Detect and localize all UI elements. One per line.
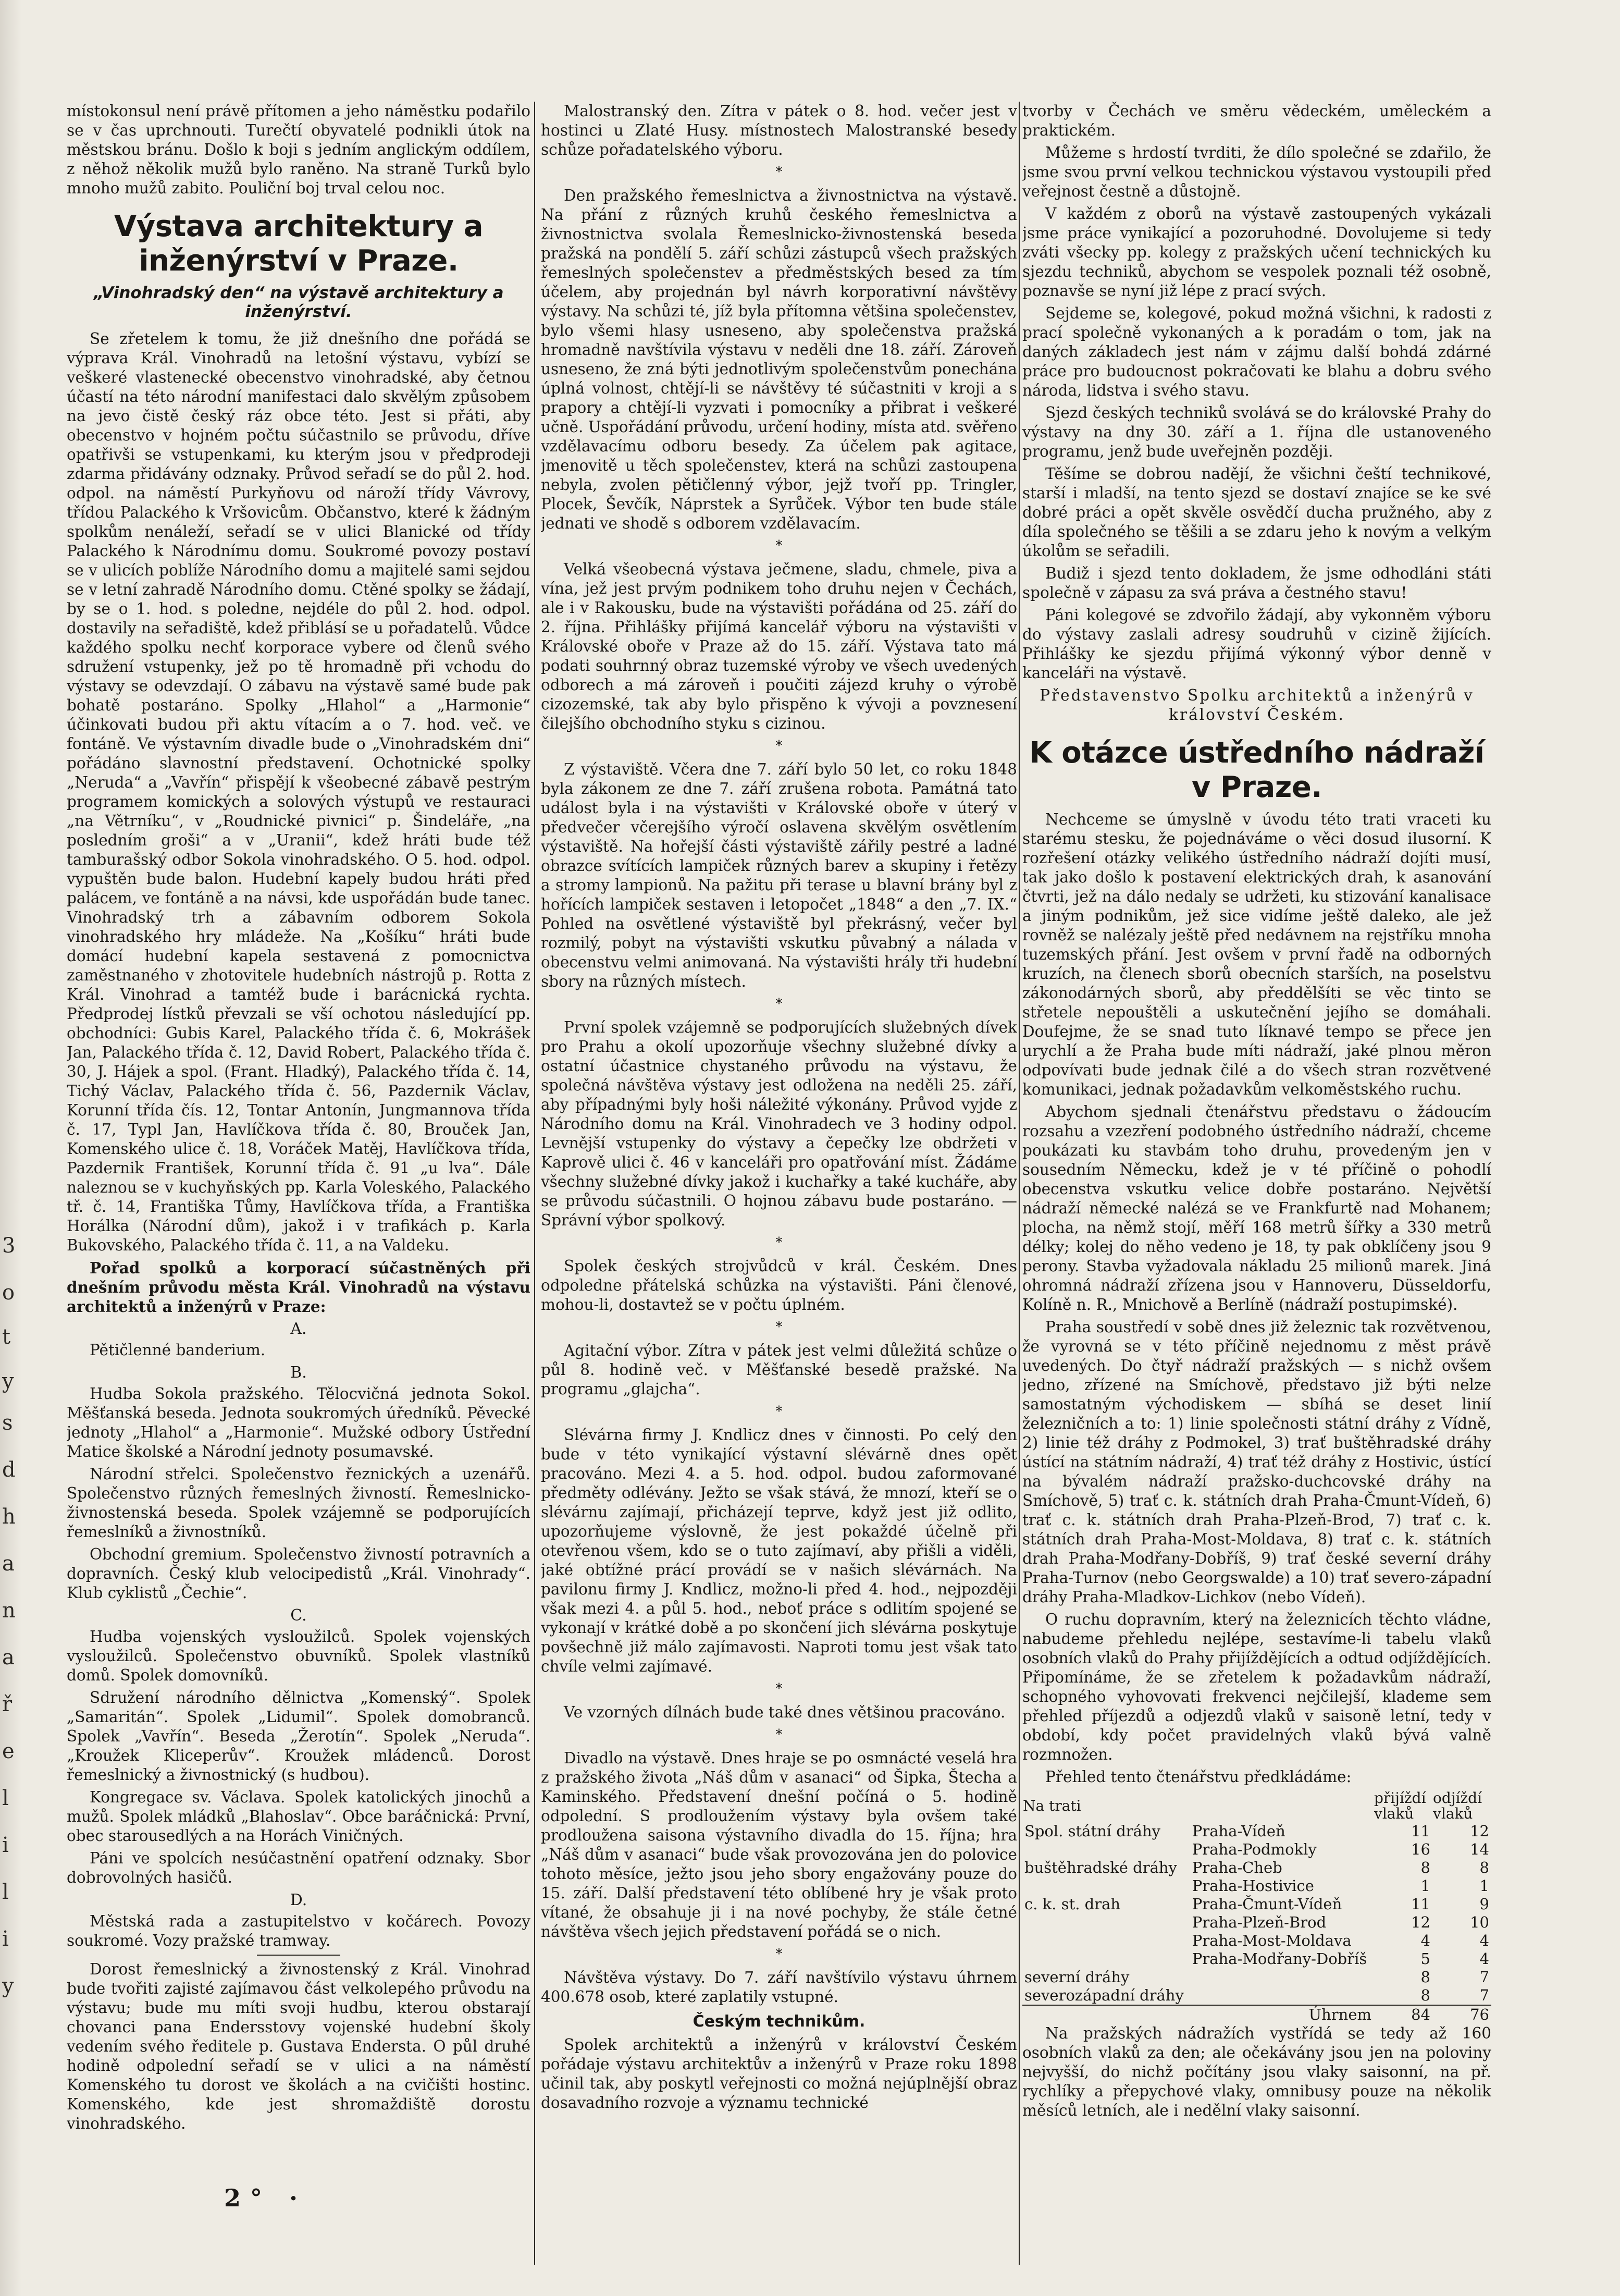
table-cell-group: severozápadní dráhy [1024,1986,1184,2004]
table-total-departures: 76 [1432,2005,1491,2024]
order-paragraph-c3: Kongregace sv. Václava. Spolek katolických jinochů a mužů. Spolek mládků „Blahoslav“. Obce baráčnická: První, obec starousedlých a na Horách Viničných. [67,1788,530,1845]
table-cell-route [1190,1968,1374,1986]
table-cell-arrivals: 16 [1411,1840,1430,1858]
table-row [1022,1950,1491,1968]
margin-fragment: l [2,1786,9,1810]
margin-fragment: i [2,1833,9,1857]
separator-star: * [775,1404,783,1419]
table-cell-departures: 7 [1479,1986,1489,2004]
order-paragraph-d: Městská rada a zastupitelstvo v kočárech. Povozy soukromé. Vozy pražské tramway. [67,1912,530,1949]
table-cell-departures: 4 [1479,1932,1489,1949]
central-station-headline: K otázce ústředního nádraží v Praze. [1029,736,1485,804]
table-total-arrivals: 84 [1374,2005,1432,2024]
table-cell-group [1022,1950,1190,1968]
article-paragraph: Abychom sjednali čtenářstvu představu o žádoucím rozsahu a vzezření podobného ústředního nádraží, chceme poukázati ku stavbám toho druhu, provedeným jen v sousedním Německu, kdež je v té příčině o pohodlí obecenstva vskutku velice dobře postaráno. Největší nádraží německé nalézá se ve Frankfurtě nad Mohanem; plocha, na němž stojí, měří 168 metrů šířky a 330 metrů délky; kolej do něho vedeno je 18, ty pak obklíčeny jsou 9 perony. Stavba vyžadovala nákladu 25 milionů marek. Jiná ohromná nádraží zřízena jsou v Hannoveru, Düsseldorfu, Kolíně n. R., Mnichově a Berlíně (nádraží postupimské). [1022,1103,1491,1313]
table-cell-arrivals: 12 [1411,1913,1430,1931]
table-header-route: Na trati [1023,1797,1081,1814]
table-cell-departures: 4 [1479,1950,1489,1968]
table-cell-arrivals: 11 [1411,1822,1430,1840]
news-item: Návštěva výstavy. Do 7. září navštívilo výstavu úhrnem 400.678 osob, které zaplatily vstupné. [541,1969,1017,2006]
column-1 [67,102,530,2265]
table-header-arrivals: přijíždí vlaků [1374,1789,1426,1822]
table-cell-route: Praha-Vídeň [1192,1822,1285,1840]
table-cell-departures: 1 [1479,1877,1489,1895]
intro-paragraph: místokonsul není právě přítomen a jeho náměstku podařilo se v čas uprchnouti. Turečtí obyvatelé podnikli útok na městskou bránu. Došlo k boji s jedním anglickým oddílem, z něhož několik mužů bylo raněno. Na straně Turků bylo mnoho mužů zabito. Pouliční boj trval celou noc. [67,102,530,197]
exhibition-headline: Výstava architektury a inženýrství v Praze. [114,210,484,278]
section-letter-a: A. [290,1320,307,1338]
table-cell-departures: 7 [1479,1968,1489,1986]
order-paragraph-d2: Dorost řemeslnický a živnostenský z Král. Vinohrad bude tvořiti zajisté zajímavou část velkolepého průvodu na výstavu; bude mu míti svoji hudbu, kterou obstarají chovanci pana Endersstovy vojenské hudební školy vedením svého ředitele p. Gustava Endersta. O půl druhé hodině odpolední seřadí se v ulici a na náměstí Komenského tu dorost ve školách a na cvičišti hostinc. Komenského, kde jest shromaždiště dorostu vinohradského. [67,1960,530,2132]
separator-star: * [775,1319,783,1335]
article-paragraph: Přehled tento čtenářstvu předkládáme: [1045,1768,1352,1786]
table-cell-group: buštěhradské dráhy [1024,1859,1177,1876]
table-cell-route [1190,1986,1374,2005]
table-cell-departures: 10 [1470,1913,1489,1931]
article-paragraph: Budiž i sjezd tento dokladem, že jsme odhodláni státi společně v zápasu za svá práva a čestného stavu! [1022,564,1491,601]
order-paragraph-c2: Sdružení národního dělnictva „Komenský“. Spolek „Samaritán“. Spolek „Lidumil“. Spolek domobranců. Spolek „Vavřín“. Beseda „Žerotín“. Spolek „Neruda“. „Kroužek Kliceperův“. Kroužek mládenců. Dorost řemeslnický a živnostnický (s hudbou). [67,1689,530,1784]
article-paragraph: Sejdeme se, kolegové, pokud možná všichni, k radosti z prací společně vykonaných a k poradám o tom, jak na daných základech jest nám v zájmu další bohdá zdárné práce pro budoucnost pokračovati ke blahu a dobru svého národa, lidstva i svého stavu. [1022,304,1491,399]
article-paragraph: O ruchu dopravním, který na železnicích těchto vládne, nabudeme přehledu nejlépe, sestavíme-li tabelu vlaků osobních vlaků do Prahy přijíždějících a odtud odjíždějících. Připomínáme, že se zřetelem k požadavkům nádraží, schopného vyhovovati frekvenci nejčilejší, klademe sem přehled příjezdů a odjezdů vlaků v saisoně letní, tedy v období, kdy počet pravidelných vlaků bývá valně rozmnožen. [1022,1611,1491,1763]
news-item: Divadlo na výstavě. Dnes hraje se po osmnácté veselá hra z pražského života „Náš dům v asanaci“ od Šipka, Štecha a Kaminského. Představení dnešní počíná o 5. hodině odpolední. S prodloužením výstavy byla ovšem také prodloužena saisona výstavního divadla do 15. října; hra „Náš dům v asanaci“ bude však provozována jen do polovice tohoto měsíce, ježto jsou jeho sbory engažovány pouze do 15. září. Další představení této oblíbené hry je však proto vítané, že obsahuje ji i na nové pochyby, že stále četné návštěva všech jejich představení pořádá se o nich. [541,1749,1017,1941]
table-row [1022,1895,1491,1913]
table-cell-arrivals: 8 [1420,1859,1430,1876]
table-row [1022,1932,1491,1950]
table-cell-departures: 8 [1479,1859,1489,1876]
separator-star: * [775,1681,783,1697]
news-item: Den pražského řemeslnictva a živnostnictva na výstavě. Na přání z různých kruhů českého řemeslnictva a živnostnictva svolala Řemeslnicko-živnostenská beseda pražská na pondělí 5. září schůzi zástupců všech pražských řemeslných společenstev a předměstských besed za tím účelem, aby projednán byl návrh korporativní návštěvy výstavy. Na schůzi té, jíž byla přítomna většina společenstev, bylo všemi hlasy usneseno, aby společenstva pražská hromadně navštívila výstavu v neděli dne 18. září. Zároveň usneseno, že zná býti jednotlivým společenstvům ponechána úplná volnost, chtějí-li se návštěvy té súčastniti v kroji a s prapory a chtějí-li vyzvati i pomocníky a přibrat i veškeré učně. Uspořádání průvodu, určení hodiny, místa atd. svěřeno vzdělavacímu odboru besedy. Za účelem pak agitace, jmenovitě u těch společenstev, která na schůzi zastoupena nebyla, zvolen pětičlenný výbor, jejž tvoří pp. Tringler, Plocek, Ševčík, Náprstek a Syrůček. Výbor ten bude stále jednati ve shodě s odborem vzdělavacím. [541,187,1017,532]
table-row [1022,1859,1491,1877]
news-item: Malostranský den. Zítra v pátek o 8. hod. večer jest v hostinci u Zlaté Husy. místnostech Malostranské besedy schůze pořadatelského výboru. [541,102,1017,158]
table-cell-route: Praha-Most-Moldava [1192,1932,1352,1949]
margin-fragment: t [2,1325,11,1349]
table-header-departures: odjíždí vlaků [1433,1789,1482,1822]
margin-fragment: 3 [2,1234,16,1258]
table-cell-arrivals: 8 [1420,1986,1430,2004]
news-item: Slévárna firmy J. Kndlicz dnes v činnosti. Po celý den bude v této vynikající výstavní slévárně dnes opět pracováno. Mezi 4. a 5. hod. odpol. budou zaformované předměty odlévány. Ježto se však stává, že mnozí, kteří se o slévárnu zajímají, přicházejí teprve, když jest již odlito, upozorňujeme výslovně, že jest pokaždé účelně při otevřenou všem, kdo se o tuto zajímaví, aby přišli a viděli, jaké obtížné prácí provádí se v našich slévárnách. Na pavilonu firmy J. Kndlicz, možno-li před 4. hod., nejpozději však mezi 4. a půl 5. hod., neboť práce s odlitím spojené se vykonají v krátké době a po skončení jich slévárna poskytuje povšechně již málo zajímavosti. Naproti tomu jest však tato chvíle velmi zajímavé. [541,1426,1017,1675]
section-letter-c: C. [290,1606,307,1625]
section-letter-d: D. [290,1891,307,1909]
margin-fragment: i [2,1927,9,1951]
margin-fragment: a [2,1552,15,1576]
separator-star: * [775,538,783,554]
vinohrady-day-subhead: „Vinohradský den“ na výstavě architektury a inženýrství. [93,284,504,321]
article-paragraph: Můžeme s hrdostí tvrditi, že dílo společné se zdařilo, že jsme svou první velkou technickou výstavou vystoupili před veřejnost čestně a důstojně. [1022,144,1491,200]
column-rule-1 [534,102,535,2265]
czech-technicians-title: Českým technikům. [692,2012,865,2031]
table-row [1022,1877,1491,1895]
margin-fragment: e [2,1739,15,1763]
margin-fragment: h [2,1505,16,1529]
section-letter-b: B. [290,1364,307,1382]
table-cell-arrivals: 5 [1420,1950,1430,1968]
margin-fragment: y [2,1974,14,1998]
article-paragraph: Na pražských nádražích vystřídá se tedy až 160 osobních vlaků za den; ale očekávány jsou jen na poloviny nejvyšší, do nichž počítány jsou vlaky saisonní, na př. rychlíky a přepychové vlaky, omnibusy pouze na několik měsíců letních, ale i nedělní vlaky saisonní. [1022,2024,1491,2119]
margin-fragment: d [2,1458,16,1482]
column-rule-2 [1019,102,1020,2265]
order-paragraph-c: Hudba vojenských vysloužilců. Spolek vojenských vysloužilců. Společenstvo obuvníků. Spolek vlastníků domů. Spolek domovníků. [67,1628,530,1684]
column-2 [541,102,1017,2265]
table-cell-group [1022,1913,1190,1932]
table-cell-departures: 12 [1470,1822,1489,1840]
margin-fragment: o [2,1281,15,1305]
news-item: První spolek vzájemně se podporujících služebných dívek pro Prahu a okolí upozorňuje všechny služebné dívky a ostatní účastnice chystaného průvodu na výstavu, že společná návštěva výstavy jest odložena na neděli 25. září, aby případnými byly hoši náležité výkonány. Průvod vyjde z Národního domu na Král. Vinohradech ve 3 hodiny odpol. Levnější vstupenky do výstavy a čepečky lze obdržeti v Kaprově ulici č. 46 v kanceláři pro opatřování míst. Žádáme všechny služebné dívky jakož i kuchařky a také kucháře, aby se průvodu súčastnili. O hojnou zábavu bude postaráno. — Správní výbor spolkový. [541,1018,1017,1229]
train-table [1022,1790,1491,2024]
table-cell-route: Praha-Modřany-Dobříš [1192,1950,1367,1968]
footer-mark: 2° · [224,2184,307,2212]
margin-fragment: l [2,1880,9,1904]
order-paragraph-c4: Páni ve spolcích nesúčastnění opatření odznaky. Sbor dobrovolných hasičů. [67,1849,530,1886]
table-cell-arrivals: 11 [1411,1895,1430,1913]
table-row [1022,1986,1491,2005]
table-cell-route: Praha-Plzeň-Brod [1192,1913,1327,1931]
news-item: Velká všeobecná výstava ječmene, sladu, chmele, piva a vína, jež jest prvým podnikem toho druhu nejen v Čechách, ale i v Rakousku, bude na výstavišti pořádána od 25. září do 2. října. Přihlášky přijímá kancelář výboru na výstavišti v Královské oboře v Praze až do 15. září. Výstava tato má podati souhrnný obraz tuzemské výroby ve všech uvedených odborech a má zároveň i poučiti zájezd kruhy o výrobě cizozemské, tak aby bylo přispěno k vývoji a povznesení čilejšího obchodního styku s cizinou. [541,560,1017,732]
table-cell-group: c. k. st. drah [1024,1895,1121,1913]
table-cell-arrivals: 4 [1420,1932,1430,1949]
article-paragraph: Nechceme se úmyslně v úvodu této trati vraceti ku starému stesku, že pojednáváme o věci dosud ilusorní. K rozřešení otázky velikého ústředního nádraží dojíti musí, tak jako došlo k postavení elektrických drah, k asanování čtvrti, jež na dálo nedaly se udržeti, ku stizování kanalisace a jiným podnikům, jež sice vidíme ještě daleko, ale jež rovněž se nalézaly ještě před nedávnem na rejstříku mnoha tuzemských přání. Jest ovšem v první řadě na odborných kruzích, na členech sborů obecních starších, na poselstvu zákonodárných sborů, aby předdělšíti se věc tinto se střetele nepouštěli a uskutečnění jejího se domáhali. Doufejme, že se snad tuto líknavé tempo se přece jen urychlí a že Praha bude míti nádraží, jaké plnou měron odpovívati bude jednak čilé a do všech stran rozvětvené komunikaci, jednak požadavkům velkoměstského ruchu. [1022,811,1491,1098]
table-cell-group [1022,1840,1190,1859]
news-item: Z výstaviště. Včera dne 7. září bylo 50 let, co roku 1848 byla zákonem ze dne 7. září zrušena robota. Památná tato událost byla i na výstavišti v Královské oboře v úterý v předvečer včerejšího výročí oslavena skvělým osvětlením výstaviště. Na hořejší části výstaviště zářily pestré a ladné obrazce svítících lampiček různých barev a skupiny i řetězy a stromy lampionů. Na pažitu při terase u blavní brány byl z hořících lampiček sestaven i letopočet „1848“ a den „7. IX.“ Pohled na osvětlené výstaviště byl překrásný, večer byl rozmilý, pobyt na výstavišti vskutku půvabný a nálada v obecenstvu velmi animovaná. Na výstavišti hrály tři hudební sbory na různých místech. [541,760,1017,990]
table-cell-group: severní dráhy [1024,1968,1130,1986]
article-paragraph: Páni kolegové se zdvořilo žádají, aby vykonněm výboru do výstavy zaslali adresy soudruhů v cizině žijících. Přihlášky ke sjezdu přijímá výkonný výbor denně v kanceláři na výstavě. [1022,606,1491,682]
table-cell-group [1022,1877,1190,1895]
order-paragraph-a: Pětičlenné banderium. [90,1341,266,1359]
margin-fragment: ř [2,1692,13,1716]
table-cell-departures: 9 [1479,1895,1489,1913]
table-cell-route: Praha-Hostivice [1192,1877,1314,1895]
table-cell-group: Spol. státní dráhy [1024,1822,1161,1840]
order-title: Pořad spolků a korporací súčastněných při dnešním průvodu města Král. Vinohradů na výstavu architektů a inženýrů v Praze: [67,1259,530,1316]
table-cell-route: Praha-Cheb [1192,1859,1282,1876]
news-item: Spolek architektů a inženýrů v království Českém pořádaje výstavu architektův a inženýrů v Praze roku 1898 učinil tak, aby poskytl veřejnosti co možná nejúplnější obraz dosavadního rozvoje a významu technické [541,2036,1017,2111]
column-3 [1022,102,1491,2265]
short-divider [257,1955,340,1956]
separator-star: * [775,738,783,754]
table-row [1022,1840,1491,1859]
order-paragraph-b2: Národní střelci. Společenstvo řeznických a uzenářů. Společenstvo různých řemeslných živností. Řemeslnicko-živnostenská beseda. Spolek vzájemně se podporujících řemeslníků a živnostníků. [67,1465,530,1541]
table-cell-route: Praha-Podmokly [1192,1840,1317,1858]
article-paragraph: Těšíme se dobrou nadějí, že všichni čeští technikové, starší i mladší, na tento sjezd se dostaví znajíce se ke své dobré práci a opět skvěle osvědčí ducha pružného, aby z díla společného se těšili a se zdaru jeho k novým a velkým úkolům se seřadili. [1022,465,1491,560]
article-paragraph: Praha soustředí v sobě dnes již železnic tak rozvětvenou, že vyrovná se v této příčině nejednomu z měst právě uvedených. Do čtyř nádraží pražských — s nichž ovšem jedno, zřízené na Smíchově, představo již býti nelze samostatným východiskem — sbíhá se deset linií železničních a to: 1) linie společnosti státní dráhy z Vídně, 2) linie též dráhy z Podmokel, 3) trať buštěhradské dráhy ústící na státním nádraží, 4) trať též dráhy z Hostivic, ústící na bývalém nádraží pražsko-duchcovské dráhy na Smíchově, 5) trať c. k. státních drah Praha-Čmunt-Vídeň, 6) trať c. k. státních drah Praha-Plzeň-Brod, 7) trať c. k. státních drah Praha-Most-Moldava, 8) trať c. k. státních drah Praha-Modřany-Dobříš, 9) trať české severní dráhy Praha-Turnov (nebo Georgswalde) a 10) trať severo-západní dráhy Praha-Mladkov-Lichkov (nebo Vídeň). [1022,1318,1491,1606]
article-paragraph: V každém z oborů na výstavě zastoupených vykázali jsme práce vynikající a pozoruhodné. Dovolujeme si tedy zváti všecky pp. kolegy z pražských učení technických ku sjezdu techniků, abychom se vespolek poznali též osobně, poznavše se nyní již lépe z prací svých. [1022,205,1491,300]
signature-line: Představenstvo Spolku architektů a inženýrů v království Českém. [1040,686,1474,723]
left-margin-strip [0,0,22,2296]
table-row [1022,1913,1491,1932]
article-paragraph: Se zřetelem k tomu, že již dnešního dne pořádá se výprava Král. Vinohradů na letošní výstavu, vybízí se veškeré vlastenecké obecenstvo vinohradské, aby četnou účastí na této národní manifestaci dalo skvělým způsobem na jevo čistě český ráz obce této. Jest si přáti, aby obecenstvo v hojném počtu súčastnilo se průvodu, dříve opatřivši se vstupenkami, ku kterým jsou v předprodeji zdarma přidávány odznaky. Průvod seřadí se do půl 2. hod. odpol. na náměstí Purkyňovu od nároží třídy Vávrovy, třídou Palackého k Vršovicům. Občanstvo, které k žádným spolkům nenáleží, seřadí se v ulici Blanické od třídy Palackého k Národnímu domu. Soukromé povozy postaví se v ulicích poblíže Národního domu a majitelé sami sejdou se v letní zahradě Národního domu. Ctěné spolky se žádají, by se o 1. hod. s poledne, nejdéle do půl 2. hod. odpol. dostavily na seřadiště, kdež přiblásí se u pořadatelů. Vůdce každého spolku nechť korporace vybere od členů svého sdružení vstupenky, jež po tě hromadně při vchodu do výstavy se odevzdají. O zábavu na výstavě samé bude pak bohatě postaráno. Spolky „Hlahol“ a „Harmonie“ účinkovati budou při aktu vítacím a o 7. hod. več. ve fontáně. Ve výstavním divadle bude o „Vinohradském dni“ pořádáno slavnostní představení. Ochotnické spolky „Neruda“ a „Vavřín“ přispějí k všeobecné zábavě pestrým programem komických a solových výstupů ve restauraci „na Větrníku“, v „Roudnické pivnici“ p. Šindeláře, „na posledním groši“ a v „Uranii“, kdež hráti bude též tamburašský odbor Sokola vinohradského. O 5. hod. odpol. vypuštěn bude balon. Hudební kapely budou hráti před palácem, ve fontáně a na návsi, kde uspořádán bude tanec. Vinohradský trh a zábavním odborem Sokola vinohradského hry mládeže. Na „Košíku“ hráti bude domácí hudební kapela sestavená z pomocnictva zaměstnaného v zhotovitele hudebních nástrojů p. Rotta z Král. Vinohrad a tamtéž bude i barácnická rychta. Předprodej lístků převzali se vší ochotou následující pp. obchodníci: Gubis Karel, Palackého třída č. 6, Mokrášek Jan, Palackého třída č. 12, David Robert, Palackého třída č. 30, J. Hájek a spol. (Frant. Hladký), Palackého třída č. 14, Tichý Václav, Palackého třída č. 56, Pazdernik Václav, Korunní třída čís. 12, Tontar Antonín, Jungmannova třída č. 17, Typl Jan, Havlíčkova třída č. 80, Brouček Jan, Komenského ulice č. 18, Voráček Matěj, Havlíčkova třída, Pazdernik František, Korunní třída č. 91 „u lva“. Dále naleznou se v kuchyňských pp. Karla Voleského, Palackého tř. č. 14, Františka Tůmy, Havlíčkova třída, a Františka Horálka (Národní dům), jakož i v trafikách p. Karla Bukovského, Palackého třída č. 11, a na Valdeku. [67,330,530,1254]
separator-star: * [775,164,783,180]
article-paragraph: Sjezd českých techniků svolává se do královské Prahy do výstavy na dny 30. září a 1. října dle ustanoveného programu, jenž bude uveřejněn později. [1022,404,1491,460]
margin-fragment: n [2,1599,16,1623]
order-paragraph-b3: Obchodní gremium. Společenstvo živností potravních a dopravních. Český klub velocipedistů „Král. Vinohrady“. Klub cyklistů „Čechie“. [67,1545,530,1602]
news-item: Ve vzorných dílnách bude také dnes většinou pracováno. [564,1703,1006,1721]
separator-star: * [775,1946,783,1962]
margin-fragment: y [2,1369,14,1393]
margin-fragment: s [2,1411,13,1435]
order-paragraph-b: Hudba Sokola pražského. Tělocvičná jednota Sokol. Měšťanská beseda. Jednota soukromých úředníků. Pěvecké jednoty „Hlahol“ a „Harmonie“. Mužské odbory Ústřední Matice školské a Národní jednoty posumavské. [67,1385,530,1460]
news-item: Agitační výbor. Zítra v pátek jest velmi důležitá schůze o půl 8. hodině več. v Měšťanské besedě pražské. Na programu „glajcha“. [541,1342,1017,1398]
table-row [1022,1822,1491,1840]
separator-star: * [775,996,783,1012]
table-cell-group [1022,1932,1190,1950]
separator-star: * [775,1235,783,1250]
separator-star: * [775,1727,783,1742]
table-cell-arrivals: 8 [1420,1968,1430,1986]
table-cell-route: Praha-Čmunt-Vídeň [1192,1895,1342,1913]
margin-fragment: a [2,1646,15,1669]
table-cell-arrivals: 1 [1420,1877,1430,1895]
article-paragraph: tvorby v Čechách ve směru vědeckém, uměleckém a praktickém. [1022,102,1491,139]
table-cell-departures: 14 [1470,1840,1489,1858]
table-total-label: Úhrnem [1022,2005,1374,2024]
news-item: Spolek českých strojvůdců v král. Českém. Dnes odpoledne přátelská schůzka na výstavišti. Páni členové, mohou-li, dostavtež se v počtu úplném. [541,1257,1017,1313]
table-row [1022,1968,1491,1986]
